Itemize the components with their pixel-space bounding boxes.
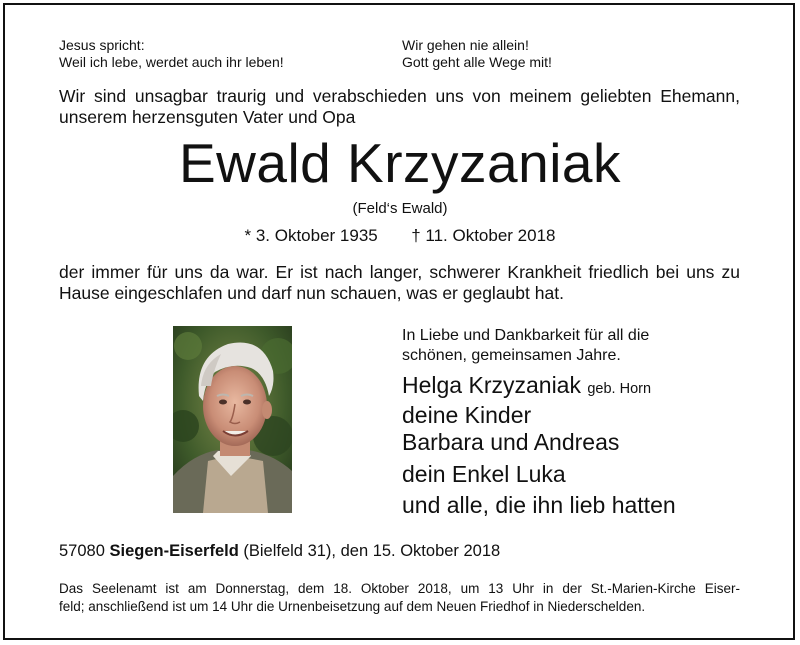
- gratitude-line2: schönen, gemeinsamen Jahre.: [402, 347, 621, 364]
- intro-text: [59, 86, 740, 128]
- wife-name: Helga Krzyzaniak: [402, 372, 581, 398]
- address-zip: 57080: [59, 542, 105, 560]
- tribute-text: [59, 262, 740, 304]
- address-city: Siegen-Eiserfeld: [109, 542, 239, 560]
- quote-left-line2: Weil ich lebe, werdet auch ihr leben!: [59, 54, 284, 70]
- family-grandchild: dein Enkel Luka: [402, 461, 566, 487]
- quote-left: [59, 37, 284, 71]
- deceased-nickname: (Feld‘s Ewald): [352, 200, 448, 217]
- service-info-line1: Das Seelenamt ist am Donnerstag, dem 18. Oktober 2018, um 13 Uhr in der St.-Marien-Kirche Eiser-: [59, 581, 740, 596]
- portrait-image: [173, 326, 292, 513]
- life-dates: [0, 226, 800, 246]
- gratitude-text: [402, 326, 649, 366]
- tribute-line2: Hause eingeschlafen und darf nun schauen, was er geglaubt hat.: [59, 283, 564, 303]
- intro-line2: unserem herzensguten Vater und Opa: [59, 107, 356, 127]
- death-date: † 11. Oktober 2018: [411, 226, 556, 245]
- quote-right-line2: Gott geht alle Wege mit!: [402, 54, 552, 70]
- service-info: [59, 580, 740, 616]
- service-info-line2: feld; anschließend ist um 14 Uhr die Urnenbeisetzung auf dem Neuen Friedhof in Niederschelden.: [59, 599, 646, 614]
- family-wife: [402, 370, 651, 404]
- quote-left-line1: Jesus spricht:: [59, 37, 145, 53]
- deceased-name: Ewald Krzyzaniak: [178, 132, 622, 194]
- intro-line1: Wir sind unsagbar traurig und verabschieden uns von meinem geliebten Ehemann,: [59, 86, 740, 106]
- family-children-title: deine Kinder: [402, 402, 532, 428]
- quote-right-line1: Wir gehen nie allein!: [402, 37, 529, 53]
- address-rest: (Bielfeld 31), den 15. Oktober 2018: [243, 542, 501, 560]
- address-line: [59, 542, 500, 561]
- family-children: Barbara und Andreas: [402, 429, 620, 455]
- gratitude-line1: In Liebe und Dankbarkeit für all die: [402, 327, 650, 344]
- wife-maiden-note: geb. Horn: [587, 381, 652, 397]
- family-others: und alle, die ihn lieb hatten: [402, 492, 676, 518]
- portrait-photo: [173, 326, 292, 513]
- tribute-line1: der immer für uns da war. Er ist nach langer, schwerer Krankheit friedlich bei uns zu: [59, 262, 740, 282]
- quote-right: [402, 37, 552, 71]
- birth-date: * 3. Oktober 1935: [244, 226, 378, 245]
